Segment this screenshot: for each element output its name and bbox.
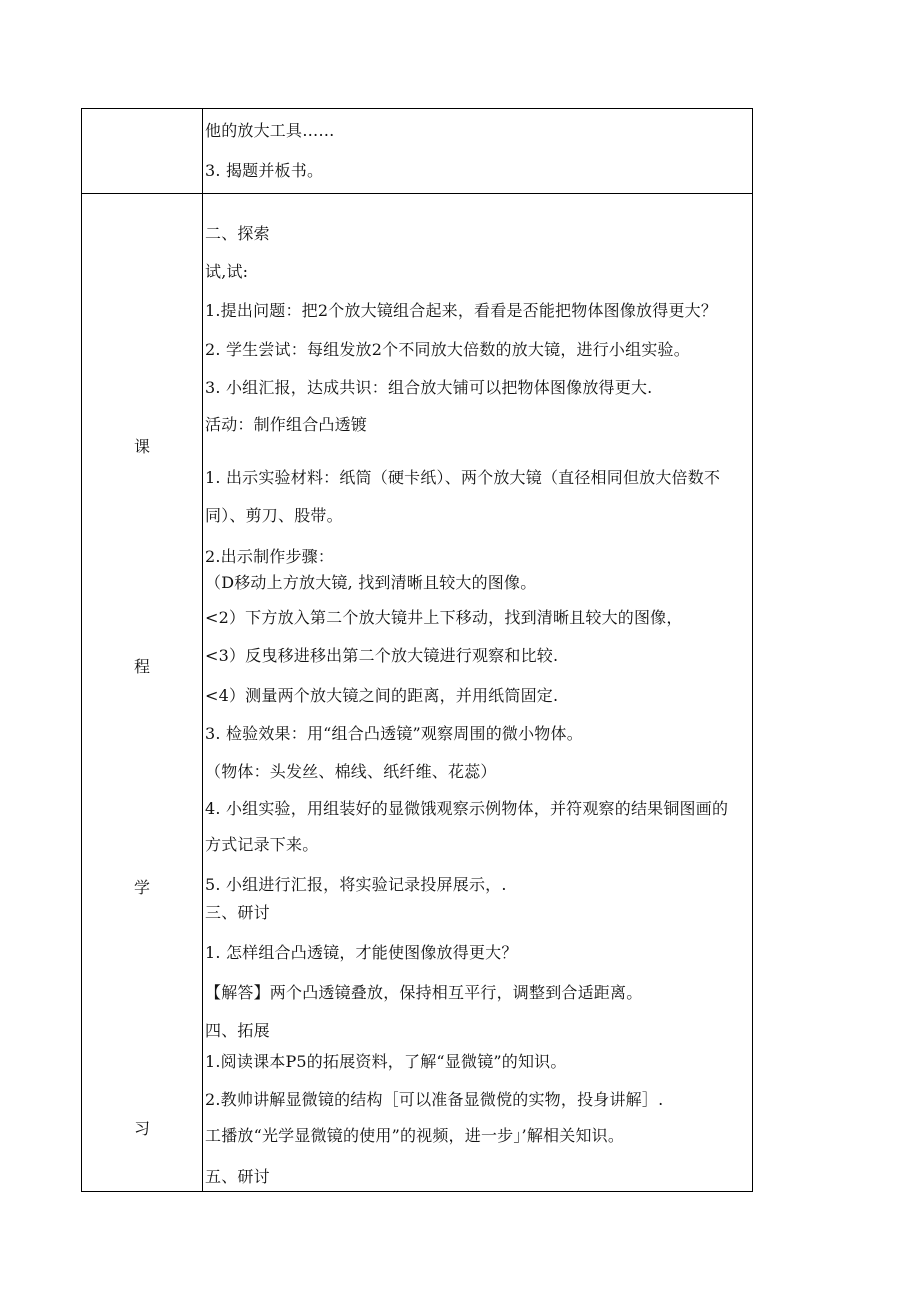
content-line: 四、拓展	[205, 1021, 270, 1040]
content-line: 1. 怎样组合凸透镜，才能使图像放得更大？	[205, 943, 518, 962]
side-label-char: 课	[133, 437, 150, 456]
top-row-line: 3. 揭题并板书。	[205, 161, 324, 180]
lesson-table	[81, 108, 753, 1192]
content-line: 活动：制作组合凸透镀	[205, 415, 368, 434]
content-line: 同）、剪刀、股带。	[205, 506, 343, 525]
content-line: 5. 小组进行汇报，将实验记录投屏展示，.	[205, 875, 507, 894]
content-line: （D移动上方放大镜, 找到清晰且较大的图像。	[205, 573, 537, 592]
content-line: （物体：头发丝、棉线、纸纤维、花蕊）	[205, 762, 497, 781]
side-label-char: 学	[133, 878, 150, 897]
side-label-char: 习	[133, 1119, 150, 1138]
content-line: 3. 检验效果：用“组合凸透镜”观察周围的微小物体。	[205, 724, 583, 743]
side-label-char: 程	[133, 657, 150, 676]
content-line: 工播放“光学显微镜的使用”的视频，进一步」’解相关知识。	[205, 1126, 625, 1145]
content-line: 3. 小组汇报，达成共识：组合放大铺可以把物体图像放得更大.	[205, 378, 653, 397]
content-line: 2.教帅讲解显微镜的结构［可以准备显微傥的实物，投身讲解］.	[205, 1090, 664, 1109]
content-line: 1.提出问题：把2个放大镜组合起来，看看是否能把物体图像放得更大？	[205, 301, 718, 320]
content-line: 4. 小组实验，用组装好的显微饿观察示例物体，并符观察的结果铜图画的	[205, 799, 729, 818]
content-line: 五、研讨	[205, 1167, 270, 1186]
content-line: 【解答】两个凸透镜叠放，保持相互平行，调整到合适距离。	[205, 983, 643, 1002]
content-line: 二、探索	[205, 224, 270, 243]
content-line: 试,试:	[205, 262, 249, 281]
column-divider	[202, 109, 203, 1191]
content-line: 1.阅读课本P5的拓展资料，了解“显微镜”的知识。	[205, 1052, 567, 1071]
content-line: <4）测量两个放大镜之间的距离，并用纸筒固定.	[205, 686, 559, 705]
content-line: <3）反曳移进移出第二个放大镜进行观察和比较.	[205, 646, 559, 665]
content-line: <2）下方放入第二个放大镜井上下移动，找到清晰且较大的图像，	[205, 608, 683, 627]
content-line: 方式记录下来。	[205, 835, 319, 854]
row-divider	[82, 193, 752, 194]
content-line: 2.出示制作步骤：	[205, 547, 335, 566]
content-line: 三、研讨	[205, 903, 270, 922]
content-line: 1. 出示实验材料：纸筒（硬卡纸）、两个放大镜（直径相同但放大倍数不	[205, 468, 721, 487]
content-line: 2. 学生尝试：每组发放2个不同放大倍数的放大镜，进行小组实验。	[205, 340, 690, 359]
top-row-line: 他的放大工具……	[205, 121, 335, 140]
